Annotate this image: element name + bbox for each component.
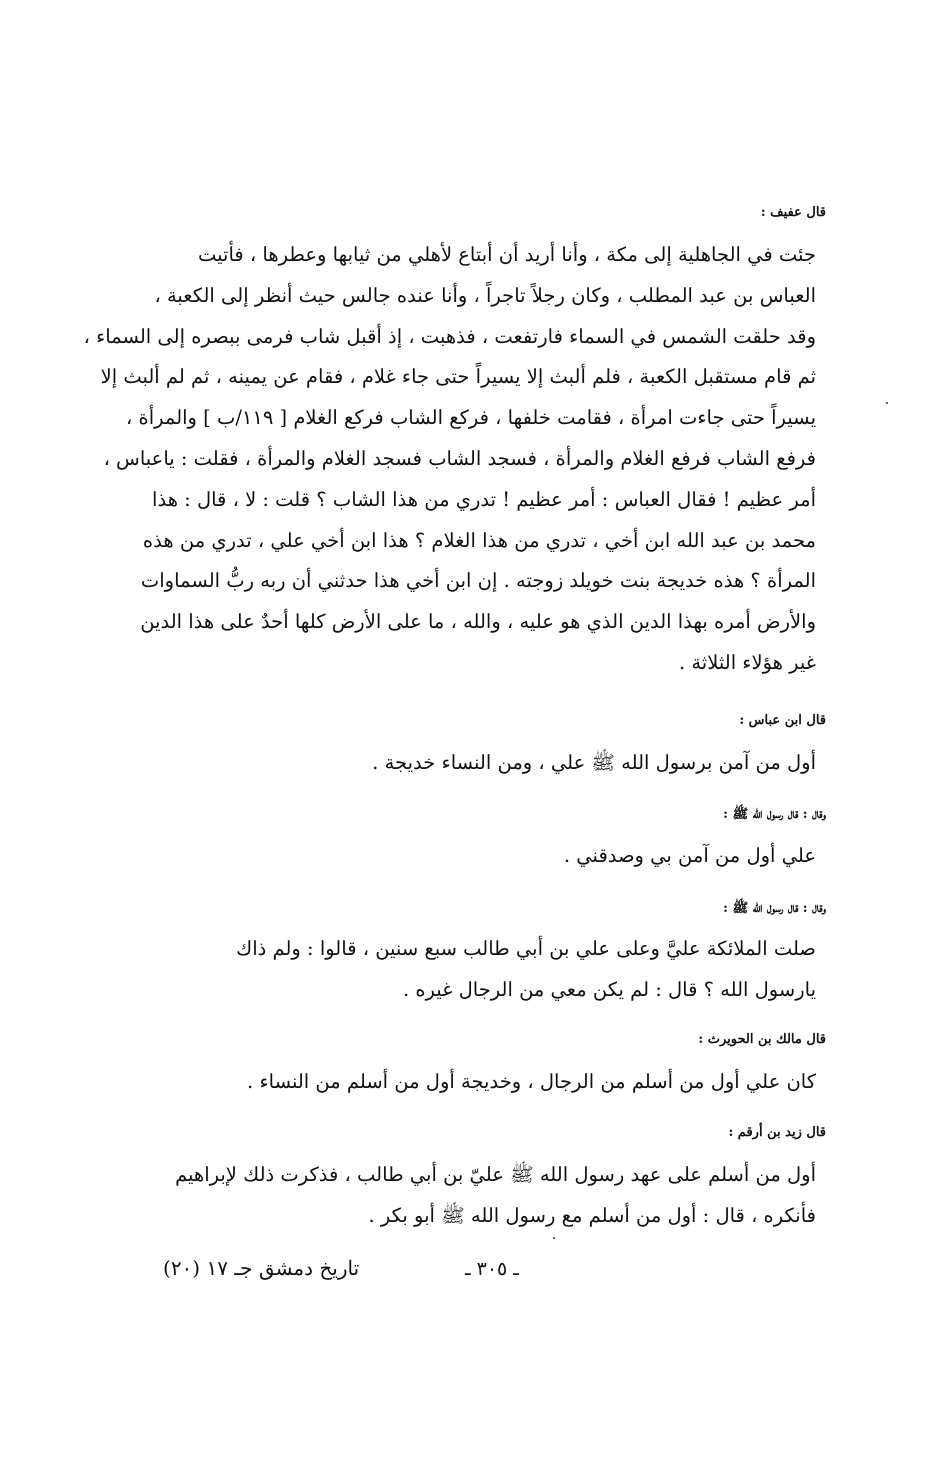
- section-paragraph: [158, 743, 838, 784]
- section-paragraph: [83, 235, 838, 684]
- text-line: محمد بن عبد الله ابن أخي ، تدري من هذا الغلام ؟ هذا ابن أخي علي ، تدري من هذه: [142, 528, 816, 552]
- text-line: صلت الملائكة عليَّ وعلى علي بن أبي طالب سبع سنين ، قالوا : ولم ذاك: [236, 937, 816, 960]
- text-line: ثم قام مستقبل الكعبة ، فلم ألبث إلا يسيراً حتى جاء غلام ، فقام عن يمينه ، ثم لم ألبث إلا: [100, 365, 816, 389]
- text-line: العباس بن عبد المطلب ، وكان رجلاً تاجراً ، وأنا عنده جالس حيث أنظر إلى الكعبة ،: [154, 283, 816, 307]
- text-line: أول من أسلم على عهد رسول الله ﷺ عليّ بن أبي طالب ، فذكرت ذلك لإبراهيم: [175, 1163, 816, 1186]
- section-paragraph: [158, 1062, 838, 1103]
- text-line: أول من آمن برسول الله ﷺ علي ، ومن النساء خديجة .: [372, 751, 816, 774]
- text-line: المرأة ؟ هذه خديجة بنت خويلد زوجته . إن ابن أخي هذا حدثني أن ربه ربُّ السماوات: [140, 569, 816, 593]
- text-line: والأرض أمره بهذا الدين الذي هو عليه ، والله ، ما على الأرض كلها أحدٌ على هذا الدين: [140, 610, 816, 634]
- text-line: يسيراً حتى جاءت امرأة ، فقامت خلفها ، فركع الشاب فركع الغلام [ ١١٩/ب ] والمرأة ،: [126, 406, 816, 430]
- section-paragraph: [158, 836, 838, 877]
- text-line: أمر عظيم ! فقال العباس : أمر عظيم ! تدري من هذا الشاب ؟ قلت : لا ، قال : هذا: [152, 487, 816, 511]
- text-line: جئت في الجاهلية إلى مكة ، وأنا أريد أن أبتاع لأهلي من ثيابها وعطرها ، فأتيت: [198, 243, 816, 266]
- text-line: فأنكره ، قال : أول من أسلم مع رسول الله ﷺ أبو بكر .: [368, 1203, 816, 1227]
- text-line: علي أول من آمن بي وصدقني .: [563, 844, 816, 867]
- section-heading: قال ابن عباس :: [739, 713, 826, 728]
- section-heading: وقال : قال رسول الله ﷺ :: [723, 807, 826, 822]
- scan-speck: [886, 402, 888, 404]
- text-line: غير هؤلاء الثلاثة .: [678, 650, 816, 674]
- text-line: يارسول الله ؟ قال : لم يكن معي من الرجال غيره .: [402, 977, 816, 1001]
- text-line: فرفع الشاب فرفع الغلام والمرأة ، فسجد الشاب فسجد الغلام والمرأة ، فقلت : ياعباس ،: [103, 446, 816, 470]
- page-number: ـ ٣٠٥ ـ: [465, 1258, 519, 1280]
- section-heading: قال مالك بن الحويرث :: [698, 1032, 826, 1047]
- text-line: وقد حلقت الشمس في السماء فارتفعت ، فذهبت ، إذ أقبل شاب فرمى ببصره إلى السماء ،: [83, 324, 816, 348]
- book-reference: تاريخ دمشق جـ ١٧ (٢٠): [163, 1256, 360, 1280]
- text-line: كان علي أول من أسلم من الرجال ، وخديجة أول من أسلم من النساء .: [247, 1070, 816, 1093]
- section-heading: قال عفيف :: [760, 205, 826, 220]
- section-paragraph: [158, 929, 838, 1011]
- scan-speck: [553, 1237, 555, 1239]
- section-heading: وقال : قال رسول الله ﷺ :: [723, 901, 826, 916]
- section-paragraph: [158, 1155, 838, 1237]
- section-heading: قال زيد بن أرقم :: [728, 1125, 826, 1140]
